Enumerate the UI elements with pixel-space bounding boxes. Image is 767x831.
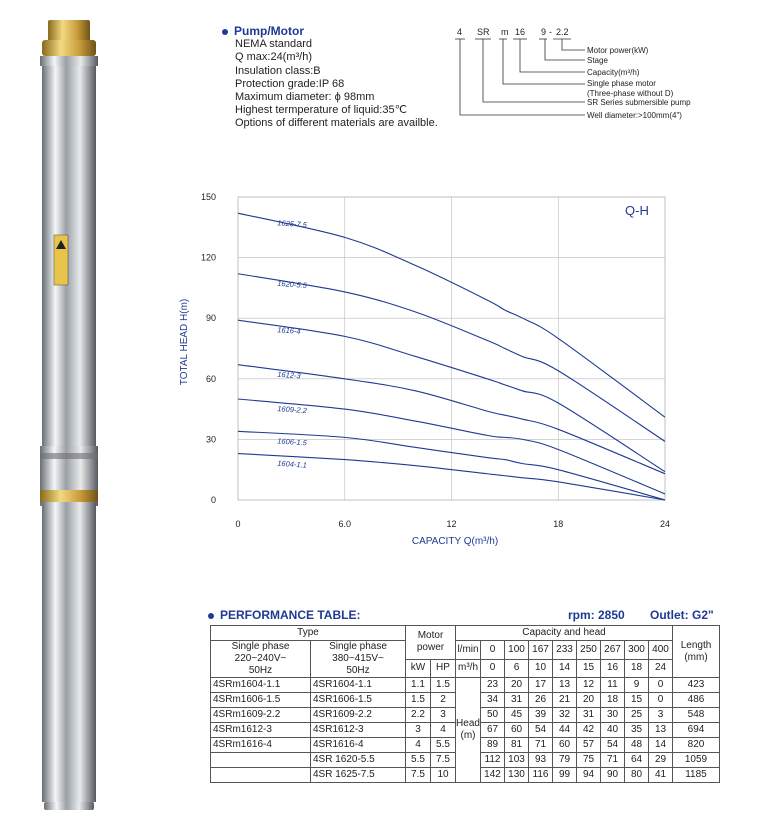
y-tick-label: 150 [200,192,216,202]
head-cell: 30 [601,708,625,723]
head-cell: 13 [649,723,673,738]
head-cell: 130 [505,768,529,783]
y-tick-label: 120 [200,252,216,263]
performance-table-body [211,678,720,783]
head-cell: 93 [529,753,553,768]
head-cell: 50 [481,708,505,723]
hp-cell: 1.5 [431,678,456,693]
head-cell: 75 [577,753,601,768]
m3h-cell: 16 [601,659,625,678]
bullet-icon [222,29,228,35]
type-single-phase-220 [211,753,311,768]
head-cell: 20 [505,678,529,693]
length-cell: 694 [673,723,720,738]
head-cell: 71 [601,753,625,768]
m3h-cell: 10 [529,659,553,678]
head-cell: 18 [601,693,625,708]
y-axis-label: TOTAL HEAD H(m) [179,298,190,386]
series-label: 1609-2.2 [277,404,308,416]
head-cell: 0 [649,678,673,693]
code-part: SR [477,27,490,37]
head-cell: 99 [553,768,577,783]
head-cell: 142 [481,768,505,783]
code-label: Stage [587,56,608,65]
lmin-header: l/min [456,641,481,660]
spec-line: Highest termperature of liquid:35℃ [235,104,407,117]
head-cell: 40 [601,723,625,738]
series-label: 1604-1.1 [277,458,308,470]
spec-line: Q max:24(m³/h) [235,51,313,64]
performance-table [210,625,720,783]
type-single-phase-220: 4SRm1606-1.5 [211,693,311,708]
type-single-phase-220 [211,768,311,783]
spec-line: Options of different materials are availble. [235,117,438,130]
type-single-phase-380: 4SR1616-4 [311,738,406,753]
length-cell: 1059 [673,753,720,768]
spec-line: NEMA standard [235,38,313,51]
head-cell: 17 [529,678,553,693]
m3h-cell: 6 [505,659,529,678]
head-cell: 60 [505,723,529,738]
head-cell: 15 [625,693,649,708]
q-h-chart [170,185,690,560]
type-single-phase-380: 4SR 1620-5.5 [311,753,406,768]
code-label: SR Series submersible pump [587,98,691,107]
kw-cell: 1.5 [406,693,431,708]
code-label: Single phase motor [587,79,656,88]
y-tick-label: 90 [205,313,216,324]
head-cell: 12 [577,678,601,693]
pump-motor-specs [222,25,438,131]
x-tick-label: 24 [659,519,671,529]
head-cell: 94 [577,768,601,783]
head-cell: 3 [649,708,673,723]
code-label: Motor power(kW) [587,46,649,55]
head-cell: 34 [481,693,505,708]
hp-cell: 2 [431,693,456,708]
length-cell: 820 [673,738,720,753]
m3h-cell: 15 [577,659,601,678]
lmin-cell: 167 [529,641,553,660]
performance-title: PERFORMANCE TABLE: [208,608,360,622]
head-cell: 44 [553,723,577,738]
y-tick-label: 0 [210,495,216,505]
spec-line: Maximum diameter: ϕ 98mm [235,91,375,104]
head-cell: 67 [481,723,505,738]
m3h-cell: 0 [481,659,505,678]
length-cell: 486 [673,693,720,708]
x-tick-label: 0 [235,519,241,529]
head-cell: 80 [625,768,649,783]
lmin-cell: 233 [553,641,577,660]
head-label-text: Head [456,718,480,729]
lmin-cell: 250 [577,641,601,660]
length-cell: 548 [673,708,720,723]
spec-line: Protection grade:IP 68 [235,77,345,90]
head-cell: 39 [529,708,553,723]
head-cell: 25 [625,708,649,723]
head-cell: 29 [649,753,673,768]
head-cell: 41 [649,768,673,783]
head-cell: 0 [649,693,673,708]
kw-cell: 5.5 [406,753,431,768]
code-label: Well diameter:>100mm(4") [587,111,682,120]
motor-power-header: Motor power [406,626,456,660]
series-label: 1616-4 [277,325,301,336]
head-cell: 71 [529,738,553,753]
type-single-phase-380: 4SR 1625-7.5 [311,768,406,783]
pump-photo [28,20,110,810]
kw-header: kW [406,659,431,678]
x-axis-label: CAPACITY Q(m³/h) [411,536,499,547]
single-phase-220-header: Single phase 220~240V~ 50Hz [211,641,311,678]
type-single-phase-220: 4SRm1604-1.1 [211,678,311,693]
code-part: 4 [457,27,463,37]
head-cell: 35 [625,723,649,738]
chart-title: Q-H [625,203,649,218]
table-row [211,678,720,693]
code-part: m [501,27,509,37]
chart-labels [201,192,670,529]
table-header-row [211,626,720,641]
type-single-phase-380: 4SR1609-2.2 [311,708,406,723]
series-label: 1625-7.5 [277,218,308,230]
kw-cell: 1.1 [406,678,431,693]
chart-grid [238,197,665,500]
head-cell: 32 [553,708,577,723]
code-label: (Three-phase without D) [587,89,674,98]
kw-cell: 2.2 [406,708,431,723]
head-cell: 31 [577,708,601,723]
head-cell: 79 [553,753,577,768]
lmin-cell: 0 [481,641,505,660]
x-tick-label: 12 [446,519,457,529]
series-label: 1620-5.5 [277,278,308,290]
lmin-cell: 267 [601,641,625,660]
head-cell: 57 [577,738,601,753]
m3h-cell: 18 [625,659,649,678]
lmin-cell: 100 [505,641,529,660]
hp-header: HP [431,659,456,678]
head-cell: 103 [505,753,529,768]
y-tick-label: 60 [205,373,216,384]
y-tick-label: 30 [205,434,216,445]
head-cell: 9 [625,678,649,693]
type-single-phase-380: 4SR1604-1.1 [311,678,406,693]
hp-cell: 7.5 [431,753,456,768]
type-single-phase-380: 4SR1612-3 [311,723,406,738]
model-code-diagram [445,20,755,130]
single-phase-380-header: Single phase 380~415V~ 50Hz [311,641,406,678]
length-header: Length (mm) [673,626,720,678]
head-cell: 64 [625,753,649,768]
kw-cell: 4 [406,738,431,753]
kw-cell: 7.5 [406,768,431,783]
x-tick-label: 18 [553,519,564,529]
head-cell: 13 [553,678,577,693]
type-single-phase-220: 4SRm1609-2.2 [211,708,311,723]
head-cell: 26 [529,693,553,708]
code-part: 2.2 [556,27,569,37]
hp-cell: 4 [431,723,456,738]
type-single-phase-220: 4SRm1616-4 [211,738,311,753]
hp-cell: 5.5 [431,738,456,753]
m3h-cell: 14 [553,659,577,678]
spec-line: Insulation class:B [235,64,321,77]
head-cell: 116 [529,768,553,783]
x-tick-label: 6.0 [338,519,352,529]
head-cell: 20 [577,693,601,708]
head-cell: 42 [577,723,601,738]
type-single-phase-380: 4SR1606-1.5 [311,693,406,708]
outlet-label: Outlet: G2" [650,608,714,622]
hp-cell: 3 [431,708,456,723]
length-cell: 423 [673,678,720,693]
head-cell: 60 [553,738,577,753]
head-unit-text: (m) [460,730,476,741]
head-label [456,678,481,783]
hp-cell: 10 [431,768,456,783]
m3h-cell: 24 [649,659,673,678]
series-label: 1606-1.5 [277,436,308,448]
head-cell: 31 [505,693,529,708]
head-cell: 90 [601,768,625,783]
series-label: 1612-3 [277,369,301,381]
code-part: - [549,27,552,37]
capacity-head-header: Capacity and head [456,626,673,641]
head-cell: 89 [481,738,505,753]
head-cell: 11 [601,678,625,693]
head-cell: 21 [553,693,577,708]
head-cell: 23 [481,678,505,693]
m3h-header: m³/h [456,659,481,678]
pump-motor-heading: Pump/Motor [222,25,438,38]
length-cell: 1185 [673,768,720,783]
rpm-label: rpm: 2850 [568,608,625,622]
code-part: 9 [541,27,547,37]
head-cell: 54 [601,738,625,753]
head-cell: 54 [529,723,553,738]
lmin-cell: 300 [625,641,649,660]
bullet-icon [208,613,214,619]
head-cell: 81 [505,738,529,753]
code-label: Capacity(m³/h) [587,68,640,77]
head-cell: 48 [625,738,649,753]
type-single-phase-220: 4SRm1612-3 [211,723,311,738]
lmin-cell: 400 [649,641,673,660]
head-cell: 45 [505,708,529,723]
head-cell: 112 [481,753,505,768]
kw-cell: 3 [406,723,431,738]
head-cell: 14 [649,738,673,753]
type-header: Type [211,626,406,641]
code-part: 16 [515,27,526,37]
